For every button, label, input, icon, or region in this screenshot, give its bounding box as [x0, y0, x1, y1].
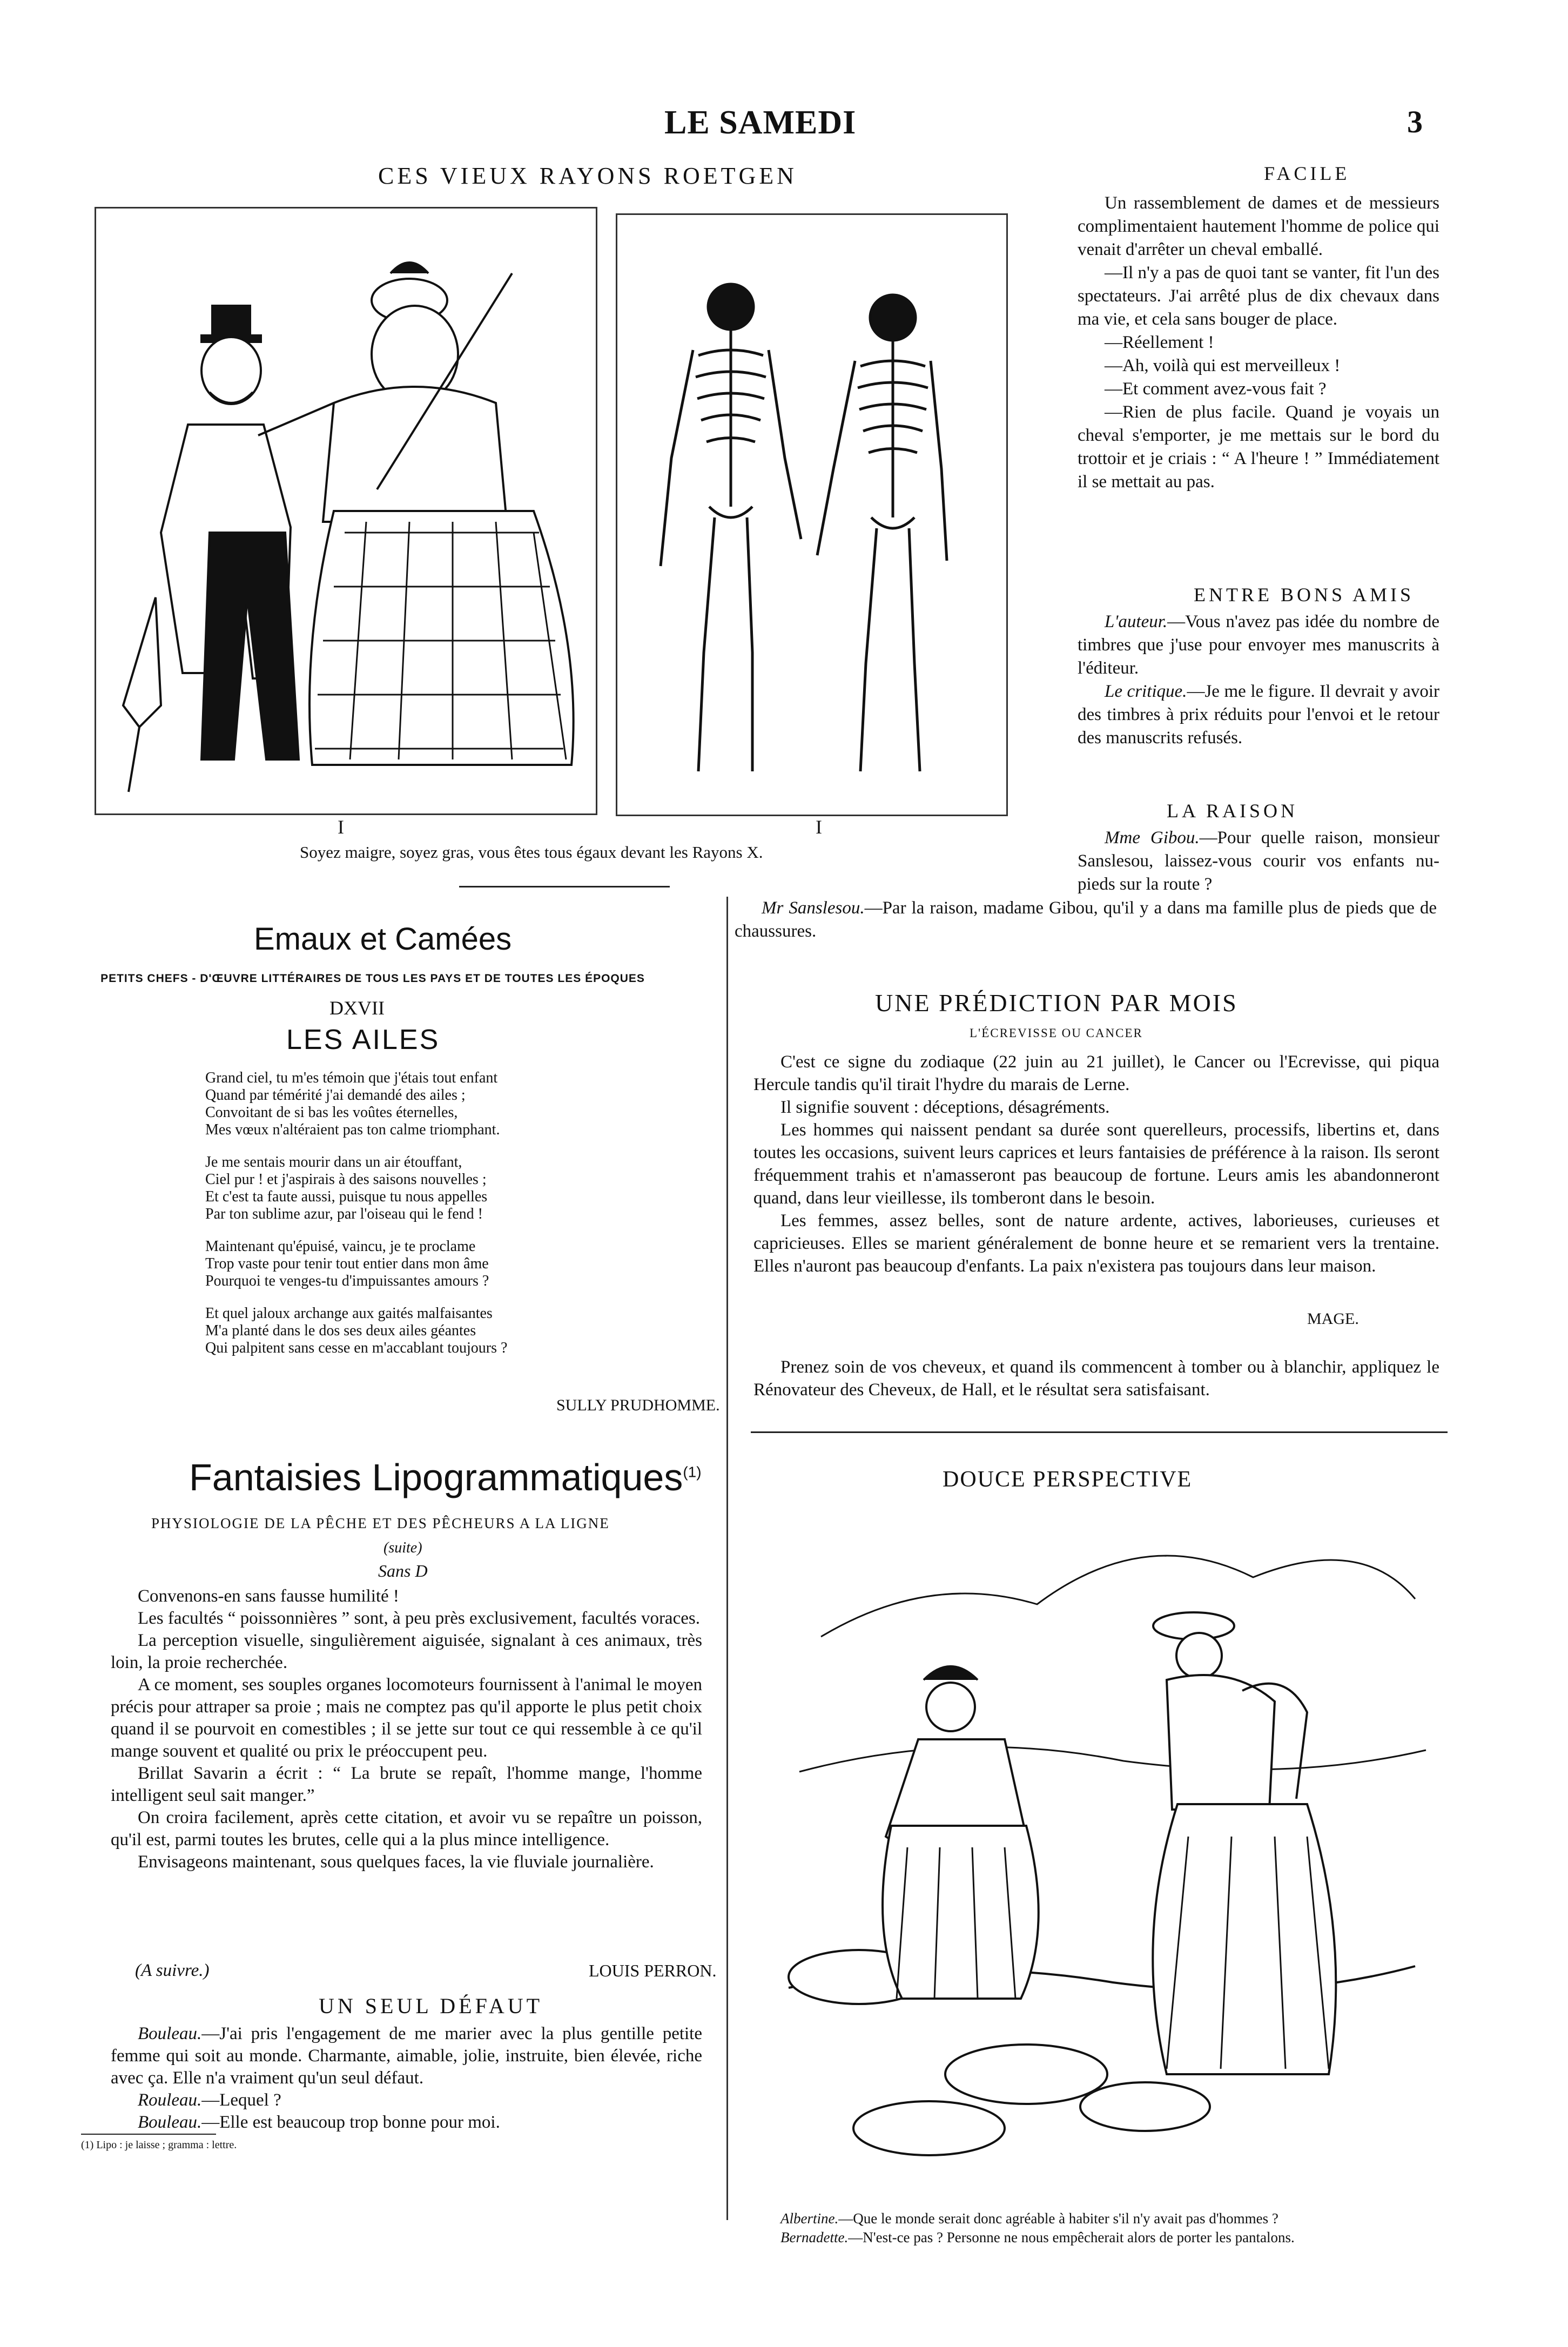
xray-label-right: I: [816, 816, 822, 838]
footnote-divider: [81, 2134, 216, 2135]
dialogue-line: Mme Gibou.—Pour quelle raison, monsieur Sanslesou, laissez-vous courir vos enfants nu-pieds sur la route ?: [1078, 828, 1440, 894]
fantaisies-subtitle: PHYSIOLOGIE DE LA PÊCHE ET DES PÊCHEURS A LA LIGNE: [151, 1515, 610, 1531]
douce-illustration-frame: [767, 1502, 1437, 2204]
footnote: (1) Lipo : je laisse ; gramma : lettre.: [81, 2139, 237, 2151]
entre-bons-amis-title: ENTRE BONS AMIS: [1194, 584, 1415, 606]
prediction-author: MAGE.: [1307, 1310, 1359, 1328]
poem-line: Pourquoi te venges-tu d'impuissantes amours ?: [205, 1273, 489, 1289]
seul-defaut-title: UN SEUL DÉFAUT: [319, 1994, 543, 2018]
a-suivre: (A suivre.): [135, 1961, 210, 1980]
newspaper-title: LE SAMEDI: [664, 104, 857, 141]
fantaisies-paragraph: Brillat Savarin a écrit : “ La brute se repaît, l'homme mange, l'homme intelligent seul sait manger.”: [111, 1764, 702, 1805]
advert-text: [753, 1356, 1439, 1401]
dialogue-line: L'auteur.—Vous n'avez pas idée du nombre de timbres que j'use pour envoyer mes manuscrits à l'éditeur.: [1078, 612, 1439, 678]
la-raison-title: LA RAISON: [1167, 800, 1298, 822]
poem-line: Ciel pur ! et j'aspirais à des saisons nouvelles ;: [205, 1171, 487, 1188]
xray-panel-right: [616, 213, 1008, 816]
advert-paragraph: Prenez soin de vos cheveux, et quand ils commencent à tomber ou à blanchir, appliquez le Rénovateur des Cheveux, de Hall, et le résultat sera satisfaisant.: [753, 1357, 1439, 1400]
poem-line: Quand par témérité j'ai demandé des ailes ;: [205, 1087, 466, 1104]
fantaisies-body: [111, 1585, 702, 1873]
couple-illustration: [96, 209, 596, 813]
fantaisies-paragraph: Convenons-en sans fausse humilité !: [138, 1586, 399, 1606]
emaux-title: Emaux et Camées: [254, 922, 512, 957]
two-women-illustration: [767, 1502, 1437, 2204]
facile-paragraph: —Il n'y a pas de quoi tant se vanter, fit l'un des spectateurs. J'ai arrêté plus de dix chevaux dans ma vie, et cela sans bouger de place.: [1078, 263, 1439, 329]
fantaisies-author: LOUIS PERRON.: [589, 1961, 717, 1980]
dialogue-line: Bouleau.—J'ai pris l'engagement de me marier avec la plus gentille petite femme qui soit au monde. Charmante, aimable, jolie, instruite, bien élevée, riche avec ça. Elle n'a vraiment qu'un seul défaut.: [111, 2024, 702, 2088]
prediction-paragraph: Les hommes qui naissent pendant sa durée sont querelleurs, processifs, libertins et, dans toutes les occasions, suivent leurs caprices et leurs fantaisies de préférence à la raison. Ils seront fréquemment trahis et n'amasseront pas beaucoup de fortune. Leurs amis les abandonneront quand, dans leur vieillesse, ils tomberont dans le besoin.: [753, 1120, 1439, 1208]
fantaisies-paragraph: A ce moment, ses souples organes locomoteurs fournissent à l'animal le moyen précis pour attraper sa proie ; mais ne comptez pas qu'il apporte le plus petit choix quand il se pourvoit en comestibles ; il se jette sur tout ce qui ressemble à ce qu'il mange souvent et qualité ou prix le préoccupent peu.: [111, 1675, 702, 1761]
entre-bons-amis-body: [1078, 610, 1439, 750]
la-raison-first: [1078, 826, 1439, 896]
poem-line: Par ton sublime azur, par l'oiseau qui le fend !: [205, 1206, 483, 1222]
page-number: 3: [1407, 104, 1423, 139]
facile-paragraph: —Rien de plus facile. Quand je voyais un cheval s'emporter, je me mettais sur le bord du trottoir et je criais : “ A l'heure ! ” Immédiatement il se mettait au pas.: [1078, 402, 1439, 492]
fantaisies-sans: Sans D: [378, 1561, 428, 1581]
poem-author: SULLY PRUDHOMME.: [556, 1396, 720, 1414]
dialogue-line: Rouleau.—Lequel ?: [138, 2090, 281, 2110]
poem-line: Et quel jaloux archange aux gaités malfaisantes: [205, 1305, 493, 1322]
douce-title: DOUCE PERSPECTIVE: [943, 1467, 1193, 1492]
poem-line: Et c'est ta faute aussi, puisque tu nous appelles: [205, 1188, 488, 1205]
column-divider: [726, 897, 728, 2220]
poem-title: LES AILES: [286, 1024, 440, 1055]
skeletons-illustration: [617, 215, 1006, 815]
la-raison-second: [735, 897, 1437, 943]
poem: [205, 1070, 708, 1357]
prediction-paragraph: C'est ce signe du zodiaque (22 juin au 21 juillet), le Cancer ou l'Ecrevisse, qui piqua Hercule tandis qu'il tirait l'hydre du marais de Lerne.: [753, 1052, 1439, 1094]
poem-line: Convoitant de si bas les voûtes éternelles,: [205, 1104, 458, 1121]
poem-line: Mes vœux n'altéraient pas ton calme triomphant.: [205, 1121, 500, 1138]
facile-paragraph: —Réellement !: [1105, 333, 1214, 352]
xray-panel-left: [95, 207, 597, 815]
poem-line: M'a planté dans le dos ses deux ailes géantes: [205, 1322, 476, 1339]
footnote-mark: (1): [683, 1463, 702, 1481]
facile-paragraph: —Ah, voilà qui est merveilleux !: [1105, 356, 1341, 375]
poem-line: Trop vaste pour tenir tout entier dans mon âme: [205, 1255, 489, 1272]
douce-captions: [753, 2209, 1407, 2247]
fantaisies-title: [189, 1456, 702, 1499]
facile-paragraph: —Et comment avez-vous fait ?: [1105, 379, 1327, 399]
caption-line: Albertine.—Que le monde serait donc agréable à habiter s'il n'y avait pas d'hommes ?: [780, 2210, 1278, 2227]
divider: [459, 886, 670, 887]
fantaisies-paragraph: Les facultés “ poissonnières ” sont, à peu près exclusivement, facultés voraces.: [138, 1609, 700, 1628]
fantaisies-suite: (suite): [383, 1539, 422, 1556]
xray-title: CES VIEUX RAYONS ROETGEN: [378, 163, 797, 189]
poem-line: Je me sentais mourir dans un air étouffant,: [205, 1154, 462, 1171]
emaux-number: DXVII: [329, 997, 385, 1019]
poem-line: Grand ciel, tu m'es témoin que j'étais tout enfant: [205, 1070, 498, 1086]
prediction-body: [753, 1051, 1439, 1277]
poem-line: Maintenant qu'épuisé, vaincu, je te proclame: [205, 1238, 476, 1255]
prediction-subtitle: L'ÉCREVISSE OU CANCER: [970, 1026, 1143, 1040]
dialogue-line: Mr Sanslesou.—Par la raison, madame Gibou, qu'il y a dans ma famille plus de pieds que de chaussures.: [735, 898, 1437, 941]
prediction-title: UNE PRÉDICTION PAR MOIS: [875, 989, 1238, 1017]
poem-line: Qui palpitent sans cesse en m'accablant toujours ?: [205, 1340, 508, 1356]
facile-body: [1078, 192, 1439, 494]
prediction-paragraph: Les femmes, assez belles, sont de nature ardente, actives, laborieuses, curieuses et capricieuses. Elles se marient généralement de bonne heure et se remarient vers la trentaine. Elles n'auront pas beaucoup d'enfants. La paix n'existera pas toujours dans leur maison.: [753, 1211, 1439, 1276]
fantaisies-paragraph: Envisageons maintenant, sous quelques faces, la vie fluviale journalière.: [138, 1852, 654, 1872]
fantaisies-paragraph: On croira facilement, après cette citation, et avoir vu se repaître un poisson, qu'il est, parmi toutes les brutes, celle qui a la plus mince intelligence.: [111, 1808, 702, 1850]
seul-defaut-body: [111, 2023, 702, 2134]
facile-paragraph: Un rassemblement de dames et de messieurs complimentaient hautement l'homme de police qui venait d'arrêter un cheval emballé.: [1078, 193, 1439, 259]
dialogue-line: Le critique.—Je me le figure. Il devrait y avoir des timbres à prix réduits pour l'envoi et le retour des manuscrits refusés.: [1078, 682, 1439, 748]
facile-title: FACILE: [1264, 163, 1350, 184]
xray-label-left: I: [338, 816, 344, 838]
caption-line: Bernadette.—N'est-ce pas ? Personne ne nous empêcherait alors de porter les pantalons.: [780, 2229, 1295, 2245]
xray-caption: Soyez maigre, soyez gras, vous êtes tous égaux devant les Rayons X.: [300, 843, 763, 862]
fantaisies-title-text: Fantaisies Lipogrammatiques: [189, 1456, 683, 1498]
prediction-paragraph: Il signifie souvent : déceptions, désagréments.: [780, 1098, 1110, 1117]
fantaisies-paragraph: La perception visuelle, singulièrement aiguisée, signalant à ces animaux, très loin, la proie recherchée.: [111, 1631, 702, 1672]
dialogue-line: Bouleau.—Elle est beaucoup trop bonne pour moi.: [138, 2113, 500, 2132]
advert-divider: [751, 1431, 1448, 1433]
emaux-subtitle: PETITS CHEFS - D'ŒUVRE LITTÉRAIRES DE TOUS LES PAYS ET DE TOUTES LES ÉPOQUES: [100, 972, 645, 985]
